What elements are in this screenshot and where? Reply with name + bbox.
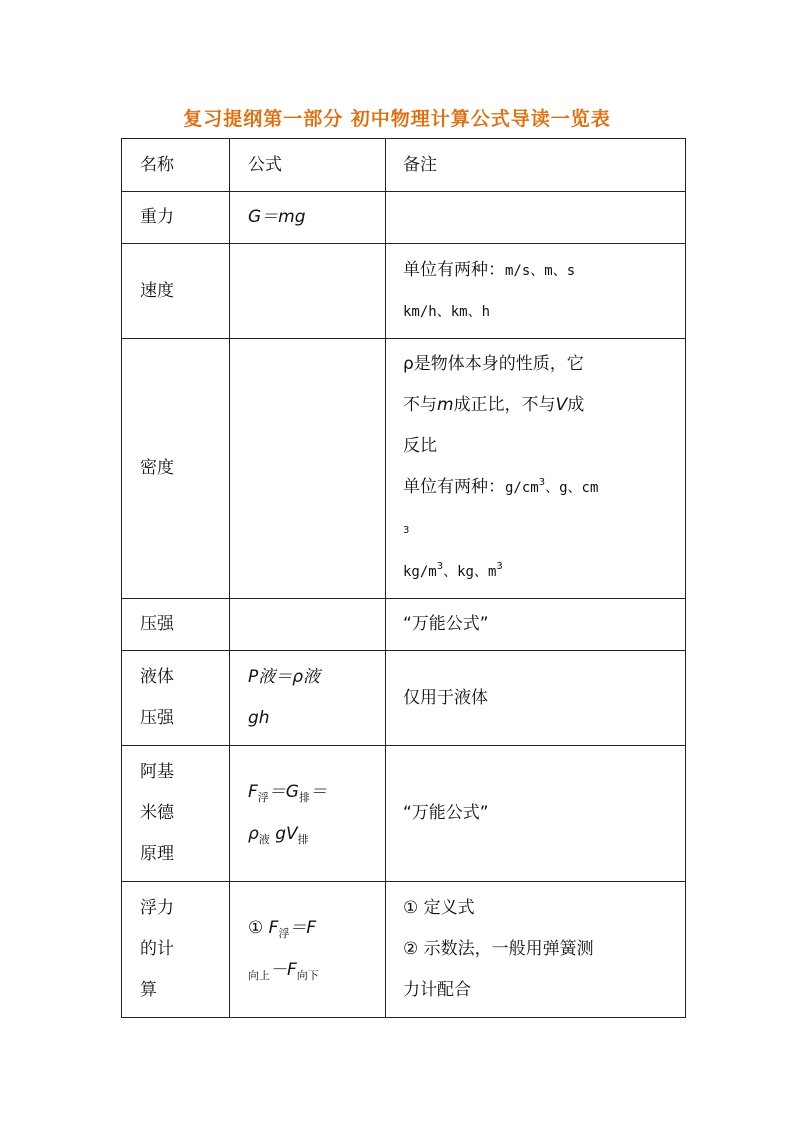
formula-sub: 向上 [248, 968, 270, 982]
row-note: “万能公式” [386, 599, 686, 651]
note-line [403, 551, 685, 594]
header-name: 名称 [122, 139, 230, 192]
formula-sub: 浮 [278, 926, 290, 940]
note-sup: 3 [436, 560, 444, 572]
formula-sub: 排 [298, 790, 310, 804]
row-note: 仅用于液体 [386, 651, 686, 746]
table-row-gravity [122, 192, 686, 244]
page-title: 复习提纲第一部分 初中物理计算公式导读一览表 [183, 108, 611, 130]
row-name: 压强 [122, 599, 230, 651]
formula-part: gV [275, 823, 298, 844]
note-var-v: V [555, 394, 568, 415]
name-line: 浮力 [140, 898, 174, 918]
formula-sub: 排 [297, 832, 309, 846]
header-note: 备注 [386, 139, 686, 192]
row-note [386, 244, 686, 339]
table-row-density [122, 339, 686, 599]
note-units: kg/m [403, 563, 437, 580]
table-row-archimedes [122, 746, 686, 882]
formula-line [248, 950, 385, 992]
formula-line [248, 772, 385, 814]
formula-line: gh [248, 708, 270, 728]
table-header-row [122, 139, 686, 192]
header-formula: 公式 [230, 139, 386, 192]
name-line: 阿基 [140, 762, 174, 782]
row-note: “万能公式” [386, 746, 686, 882]
formula-part: －F [270, 959, 297, 980]
formula-sub: 液 [258, 832, 270, 846]
formula-part: ＝ [309, 781, 327, 802]
formula-sub: 向下 [296, 968, 319, 982]
note-text: 成正比，不与 [453, 394, 556, 415]
formula-line: P液＝ρ液 [248, 667, 321, 687]
formula-table [121, 138, 686, 1018]
note-units: 、g、cm [545, 479, 599, 496]
table-row-liquid-pressure [122, 651, 686, 746]
formula-part: ρ [248, 823, 259, 844]
note-line: ② 示数法，一般用弹簧测 [403, 939, 594, 959]
row-formula [230, 599, 386, 651]
name-line: 压强 [140, 708, 174, 728]
note-line [403, 250, 685, 292]
row-name: 速度 [122, 244, 230, 339]
row-name [122, 882, 230, 1018]
table-row-speed [122, 244, 686, 339]
table-row-buoyancy [122, 882, 686, 1018]
note-units: m/s、m、s [505, 262, 576, 279]
row-name [122, 746, 230, 882]
row-note [386, 192, 686, 244]
formula-line [248, 908, 385, 950]
row-formula [230, 651, 386, 746]
note-text: 单位有两种： [403, 476, 505, 497]
formula-sub: 浮 [257, 790, 269, 804]
row-note [386, 339, 686, 599]
row-formula: G＝mg [230, 192, 386, 244]
row-formula [230, 746, 386, 882]
name-line: 液体 [140, 667, 174, 687]
row-name: 重力 [122, 192, 230, 244]
note-line: 力计配合 [403, 980, 471, 1000]
note-line: ① 定义式 [403, 898, 475, 918]
note-var-m: m [437, 394, 454, 415]
row-name [122, 651, 230, 746]
formula-part: ① [248, 917, 264, 938]
note-sup: 3 [496, 560, 503, 572]
note-line: ρ是物体本身的性质，它 [403, 353, 584, 374]
row-note [386, 882, 686, 1018]
note-line [403, 385, 685, 426]
formula-part: F [248, 781, 258, 802]
formula-line [248, 814, 385, 856]
table-row-pressure [122, 599, 686, 651]
row-formula [230, 339, 386, 599]
row-name: 密度 [122, 339, 230, 599]
name-line: 的计 [140, 939, 174, 959]
name-line: 原理 [140, 844, 174, 864]
note-text: 不与 [403, 394, 437, 415]
note-text: 成 [567, 394, 585, 415]
note-line: 反比 [403, 435, 437, 456]
formula-part: ＝G [268, 781, 299, 802]
formula-part: F [268, 917, 279, 938]
note-line: km/h、km、h [403, 303, 491, 320]
note-text: 单位有两种： [403, 259, 505, 280]
note-units: g/cm [505, 479, 539, 496]
name-line: 米德 [140, 803, 174, 823]
note-sup: 3 [538, 476, 546, 488]
row-formula [230, 882, 386, 1018]
name-line: 算 [140, 980, 157, 1000]
row-formula [230, 244, 386, 339]
formula-part: ＝F [289, 917, 317, 938]
note-line: 3 [403, 524, 410, 536]
note-units: 、kg、m [443, 563, 497, 580]
note-line [403, 467, 685, 510]
